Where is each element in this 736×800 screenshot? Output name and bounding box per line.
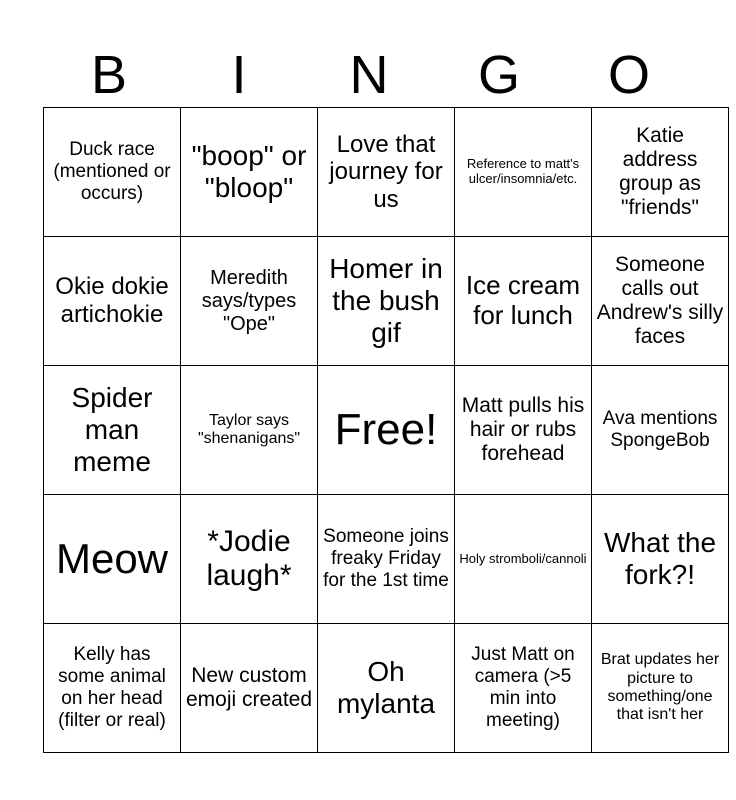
bingo-cell[interactable]: "boop" or "bloop" xyxy=(181,108,318,237)
board-row xyxy=(44,237,729,366)
bingo-cell[interactable]: Someone joins freaky Friday for the 1st time xyxy=(318,495,455,624)
header-letter-b: B xyxy=(90,45,128,105)
bingo-cell[interactable]: Meow xyxy=(44,495,181,624)
board-row xyxy=(44,108,729,237)
bingo-cell[interactable]: Okie dokie artichokie xyxy=(44,237,181,366)
bingo-cell[interactable]: Ice cream for lunch xyxy=(455,237,592,366)
board-row xyxy=(44,624,729,753)
bingo-cell[interactable]: Reference to matt's ulcer/insomnia/etc. xyxy=(455,108,592,237)
bingo-cell[interactable]: Meredith says/types "Ope" xyxy=(181,237,318,366)
header-letter-g: G xyxy=(477,45,520,105)
bingo-cell[interactable]: Duck race (mentioned or occurs) xyxy=(44,108,181,237)
header-letter-i: I xyxy=(231,45,247,105)
bingo-cell[interactable]: Oh mylanta xyxy=(318,624,455,753)
header-letter-o: O xyxy=(607,45,650,105)
bingo-cell[interactable]: What the fork?! xyxy=(592,495,729,624)
bingo-cell[interactable]: Spider man meme xyxy=(44,366,181,495)
bingo-board xyxy=(43,107,729,753)
bingo-header xyxy=(44,44,694,106)
bingo-cell[interactable]: Brat updates her picture to something/one that isn't her xyxy=(592,624,729,753)
bingo-cell[interactable]: Matt pulls his hair or rubs forehead xyxy=(455,366,592,495)
board-row xyxy=(44,366,729,495)
free-space-cell[interactable]: Free! xyxy=(318,366,455,495)
bingo-cell[interactable]: Katie address group as "friends" xyxy=(592,108,729,237)
bingo-cell[interactable]: Kelly has some animal on her head (filter or real) xyxy=(44,624,181,753)
bingo-cell[interactable]: Homer in the bush gif xyxy=(318,237,455,366)
bingo-cell[interactable]: New custom emoji created xyxy=(181,624,318,753)
bingo-cell[interactable]: Holy stromboli/cannoli xyxy=(455,495,592,624)
board-row xyxy=(44,495,729,624)
bingo-cell[interactable]: Someone calls out Andrew's silly faces xyxy=(592,237,729,366)
header-letter-n: N xyxy=(349,45,389,105)
bingo-cell[interactable]: Love that journey for us xyxy=(318,108,455,237)
bingo-cell[interactable]: Taylor says "shenanigans" xyxy=(181,366,318,495)
bingo-cell[interactable]: *Jodie laugh* xyxy=(181,495,318,624)
bingo-cell[interactable]: Ava mentions SpongeBob xyxy=(592,366,729,495)
bingo-cell[interactable]: Just Matt on camera (>5 min into meeting) xyxy=(455,624,592,753)
